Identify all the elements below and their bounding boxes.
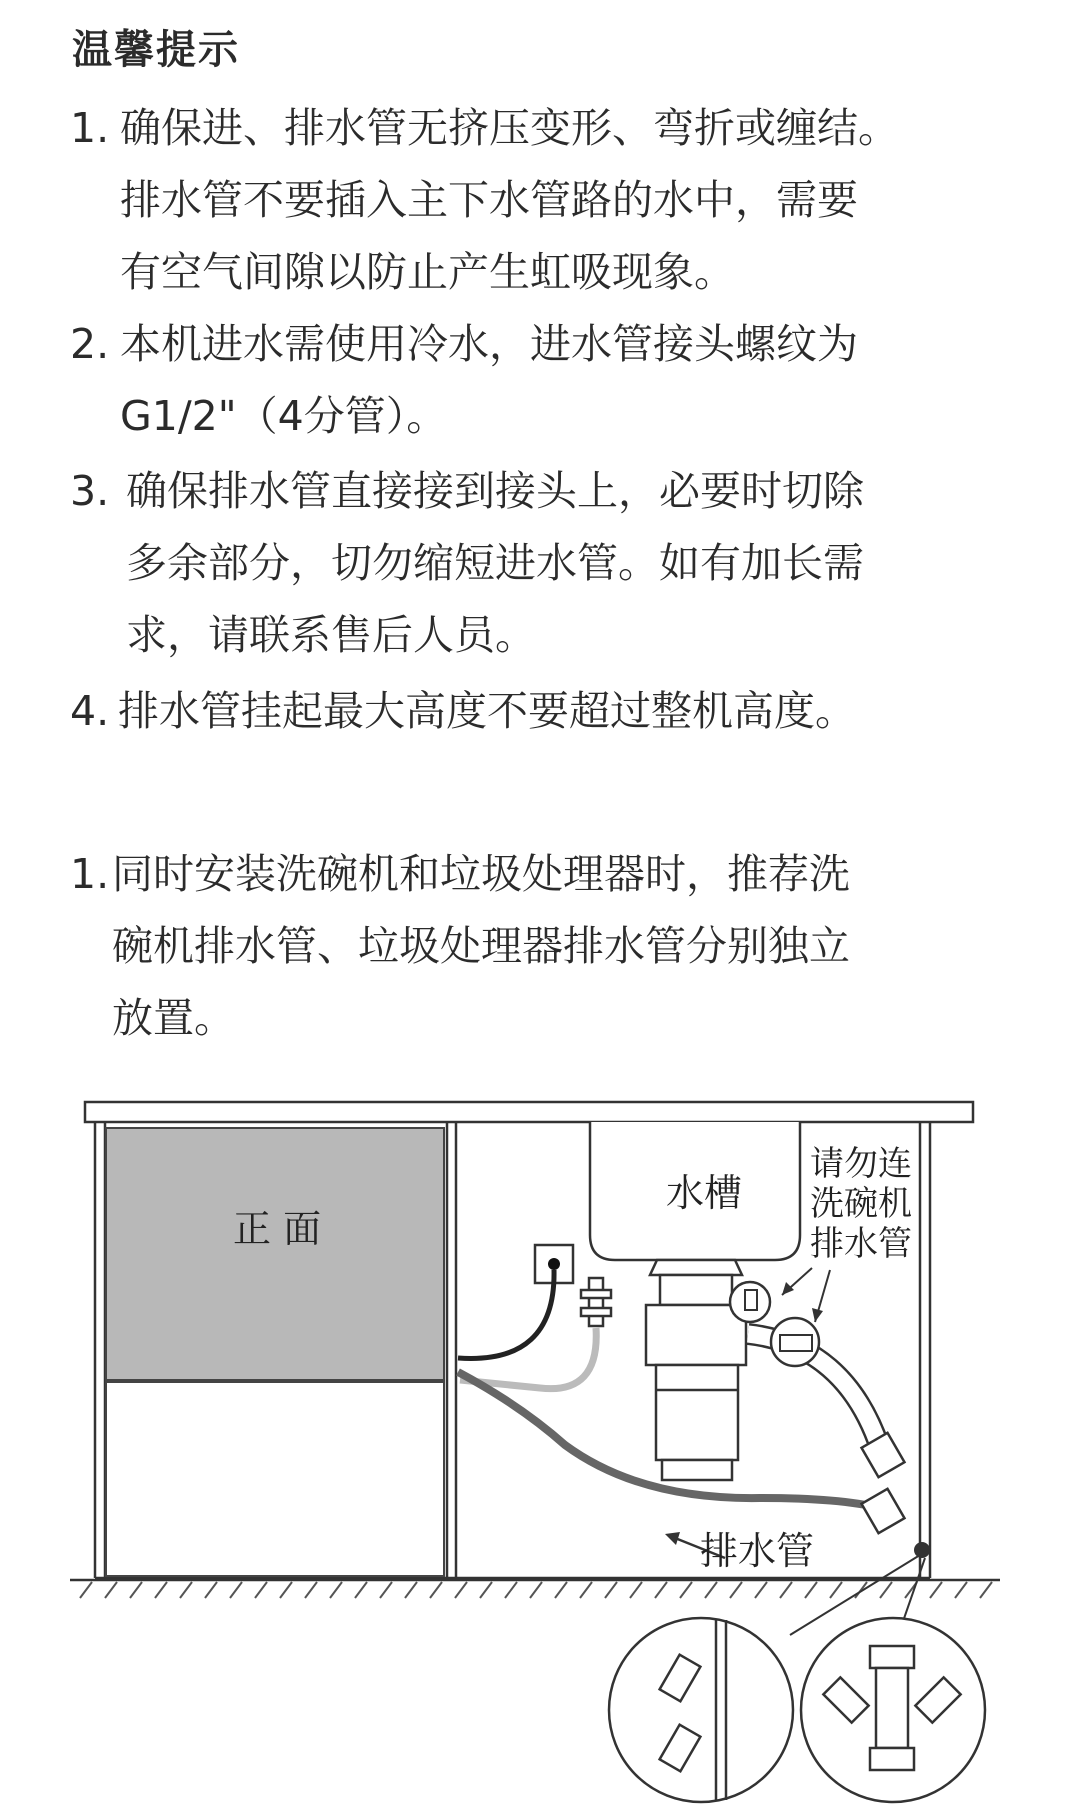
install-note bbox=[70, 838, 1030, 1054]
note-number: 1. bbox=[70, 850, 110, 898]
drain-hose-joint bbox=[862, 1489, 905, 1533]
installation-diagram-svg bbox=[0, 1090, 1080, 1811]
warning-label bbox=[810, 1144, 912, 1264]
tip-line: 确保进、排水管无挤压变形、弯折或缠结。 bbox=[120, 104, 899, 152]
front-panel-label: 正 面 bbox=[233, 1207, 322, 1251]
tip-item-2 bbox=[70, 308, 1030, 452]
tip-line: 求，请联系售后人员。 bbox=[126, 611, 536, 659]
tip-item-3 bbox=[70, 455, 1030, 671]
tip-number: 2. bbox=[70, 320, 110, 368]
tip-line: 排水管不要插入主下水管路的水中，需要 bbox=[120, 176, 858, 224]
tip-item-1 bbox=[70, 92, 1030, 308]
warning-line: 排水管 bbox=[810, 1224, 912, 1264]
note-line: 放置。 bbox=[112, 994, 235, 1042]
floor-drain bbox=[914, 1542, 930, 1558]
note-line: 同时安装洗碗机和垃圾处理器时，推荐洗 bbox=[112, 850, 850, 898]
dishwasher-front-panel bbox=[106, 1128, 444, 1380]
installation-diagram bbox=[0, 1090, 1080, 1811]
detail-circle-wall-pipes bbox=[609, 1618, 793, 1802]
countertop bbox=[85, 1102, 973, 1122]
dishwasher-lower-panel bbox=[106, 1382, 444, 1576]
tip-number: 4. bbox=[70, 687, 110, 735]
sink-label: 水槽 bbox=[666, 1171, 743, 1215]
drain-pipe-label: 排水管 bbox=[700, 1529, 815, 1573]
tip-line: 排水管挂起最大高度不要超过整机高度。 bbox=[118, 687, 856, 735]
warning-line: 请勿连 bbox=[810, 1144, 912, 1184]
tip-number: 3. bbox=[70, 467, 110, 515]
tip-number: 1. bbox=[70, 104, 110, 152]
tip-line: 有空气间隙以防止产生虹吸现象。 bbox=[120, 248, 735, 296]
tip-item-4 bbox=[70, 675, 1030, 747]
tip-line: 多余部分，切勿缩短进水管。如有加长需 bbox=[126, 539, 864, 587]
note-line: 碗机排水管、垃圾处理器排水管分别独立 bbox=[112, 922, 850, 970]
water-valve bbox=[581, 1278, 611, 1326]
warning-line: 洗碗机 bbox=[810, 1184, 912, 1224]
tip-line: G1/2"（4分管）。 bbox=[120, 392, 448, 440]
tip-line: 确保排水管直接接到接头上，必要时切除 bbox=[126, 467, 864, 515]
page-title: 温馨提示 bbox=[72, 27, 240, 73]
tip-line: 本机进水需使用冷水，进水管接头螺纹为 bbox=[120, 320, 858, 368]
